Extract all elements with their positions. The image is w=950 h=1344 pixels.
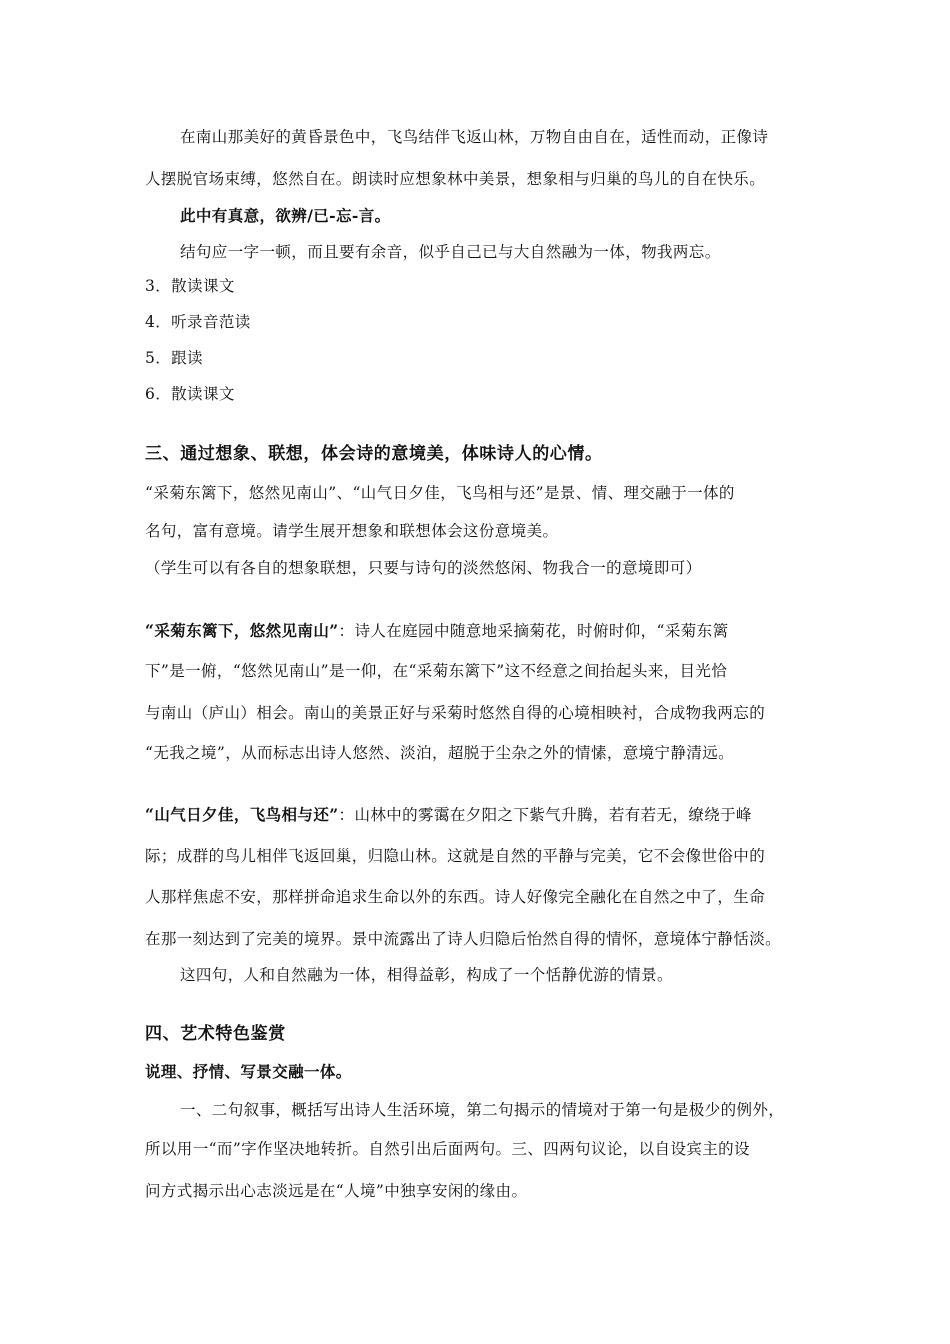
text-span: ：诗人在庭园中随意地采摘菊花，时俯时仰，“采菊东篱 bbox=[338, 622, 729, 640]
list-item: 4．听录音范读 bbox=[145, 313, 251, 331]
summary-line: 这四句，人和自然融为一体，相得益彰，构成了一个恬静优游的情景。 bbox=[180, 966, 673, 984]
verse-label: “采菊东篱下，悠然见南山” bbox=[145, 621, 339, 640]
text-line: “无我之境”，从而标志出诗人悠然、淡泊，超脱于尘杂之外的情愫，意境宁静清远。 bbox=[145, 744, 735, 762]
verse-reading-mark: 此中有真意，欲辨/已-忘-言。 bbox=[180, 206, 391, 225]
text-line: 一、二句叙事，概括写出诗人生活环境，第二句揭示的情境对于第一句是极少的例外， bbox=[180, 1101, 785, 1119]
text-line: 在那一刻达到了完美的境界。景中流露出了诗人归隐后怡然自得的情怀，意境体宁静恬淡。 bbox=[145, 930, 782, 948]
text-line: 在南山那美好的黄昏景色中，飞鸟结伴飞返山林，万物自由自在，适性而动，正像诗 bbox=[180, 128, 769, 146]
text-line: 下”是一俯，“悠然见南山”是一仰，在“采菊东篱下”这不经意之间抬起头来，目光恰 bbox=[145, 662, 728, 680]
subheading: 说理、抒情、写景交融一体。 bbox=[145, 1062, 352, 1081]
text-line bbox=[145, 805, 752, 825]
text-line: “采菊东篱下，悠然见南山”、“山气日夕佳，飞鸟相与还”是景、情、理交融于一体的 bbox=[145, 484, 735, 502]
text-line: 与南山（庐山）相会。南山的美景正好与采菊时悠然自得的心境相映衬，合成物我两忘的 bbox=[145, 704, 766, 722]
text-line: 问方式揭示出心志淡远是在“人境”中独享安闲的缘由。 bbox=[145, 1182, 528, 1200]
section-heading: 四、艺术特色鉴赏 bbox=[145, 1024, 286, 1044]
section-heading: 三、通过想象、联想，体会诗的意境美，体味诗人的心情。 bbox=[145, 444, 603, 464]
list-item: 6．散读课文 bbox=[145, 385, 235, 403]
text-line: 名句，富有意境。请学生展开想象和联想体会这份意境美。 bbox=[145, 522, 559, 540]
note-line: （学生可以有各自的想象联想，只要与诗句的淡然悠闲、物我合一的意境即可） bbox=[145, 559, 702, 577]
text-line: 结句应一字一顿，而且要有余音，似乎自己已与大自然融为一体，物我两忘。 bbox=[180, 243, 721, 261]
text-line: 所以用一“而”字作坚决地转折。自然引出后面两句。三、四两句议论，以自设宾主的设 bbox=[145, 1140, 750, 1158]
list-item: 3．散读课文 bbox=[145, 277, 235, 295]
verse-label: “山气日夕佳，飞鸟相与还” bbox=[145, 805, 339, 824]
text-line: 人摆脱官场束缚，悠然自在。朗读时应想象林中美景，想象相与归巢的鸟儿的自在快乐。 bbox=[145, 170, 766, 188]
text-line bbox=[145, 621, 728, 641]
text-span: ：山林中的雾霭在夕阳之下紫气升腾，若有若无，缭绕于峰 bbox=[338, 806, 752, 824]
list-item: 5．跟读 bbox=[145, 349, 203, 367]
text-line: 际；成群的鸟儿相伴飞返回巢，归隐山林。这就是自然的平静与完美，它不会像世俗中的 bbox=[145, 847, 766, 865]
text-line: 人那样焦虑不安，那样拼命追求生命以外的东西。诗人好像完全融化在自然之中了，生命 bbox=[145, 888, 766, 906]
